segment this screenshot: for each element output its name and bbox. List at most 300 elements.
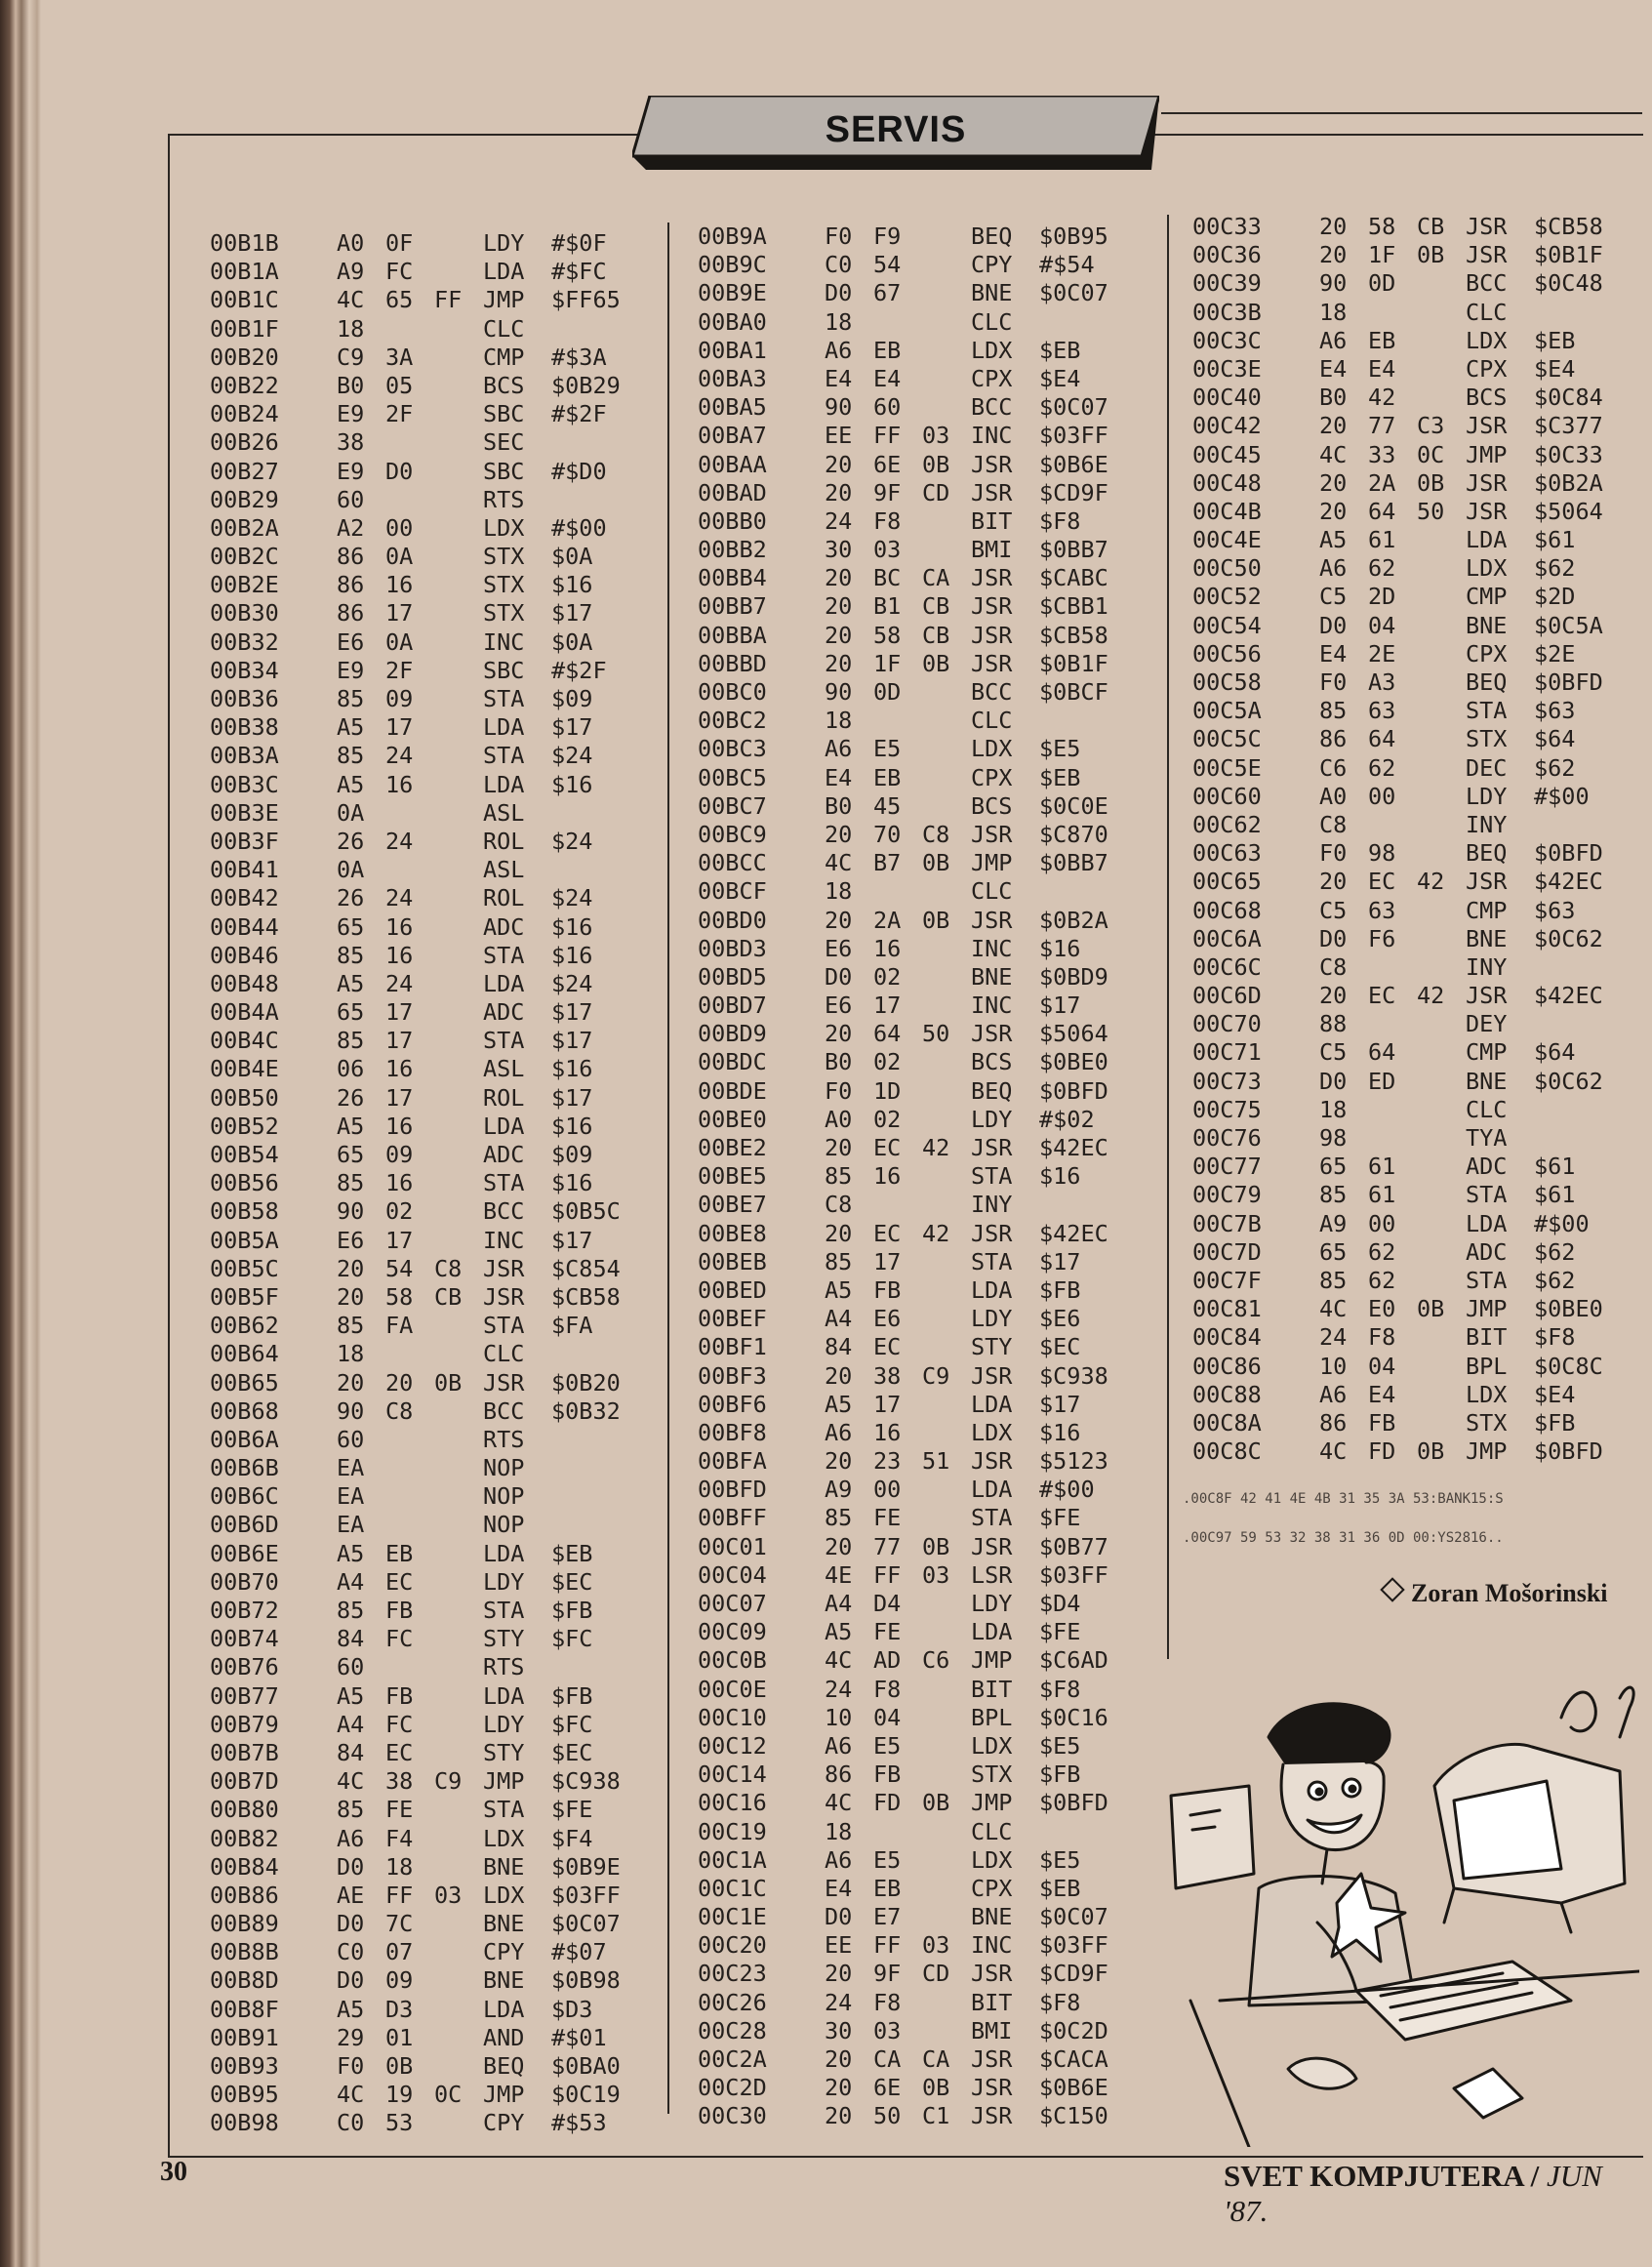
listing-address: 00BB2: [698, 536, 767, 564]
listing-row: [698, 1305, 1108, 1333]
listing-byte-1: F0: [825, 1076, 853, 1105]
listing-mnemonic: STA: [1466, 1266, 1508, 1294]
listing-byte-1: 90: [337, 1397, 365, 1425]
listing-mnemonic: LDY: [483, 229, 525, 257]
listing-byte-2: 54: [873, 251, 902, 279]
listing-row: [210, 685, 621, 713]
listing-operand: $62: [1534, 1266, 1576, 1294]
listing-byte-2: 16: [385, 912, 414, 941]
listing-byte-2: 58: [873, 621, 902, 649]
listing-row: [1192, 1267, 1603, 1295]
listing-address: 00C50: [1192, 554, 1262, 583]
listing-row: [1192, 1124, 1603, 1153]
listing-row: [210, 372, 621, 400]
listing-byte-2: 61: [1368, 526, 1396, 554]
listing-row: [698, 1476, 1108, 1504]
listing-row: [210, 942, 621, 970]
listing-mnemonic: RTS: [483, 1653, 525, 1681]
listing-row: [698, 935, 1108, 963]
listing-address: 00BEF: [698, 1305, 767, 1333]
listing-address: 00BFD: [698, 1476, 767, 1504]
listing-address: 00BEB: [698, 1247, 767, 1275]
listing-byte-1: C8: [1319, 952, 1348, 981]
listing-byte-2: FD: [873, 1789, 902, 1817]
listing-operand: $EB: [1039, 763, 1081, 791]
listing-address: 00B86: [210, 1881, 279, 1909]
listing-address: 00B8F: [210, 1995, 279, 2023]
listing-byte-2: 04: [1368, 1352, 1396, 1380]
listing-byte-1: A5: [1319, 526, 1348, 554]
listing-byte-2: 16: [873, 934, 902, 962]
listing-operand: $17: [1039, 1247, 1081, 1275]
listing-mnemonic: LDX: [971, 1731, 1013, 1760]
listing-row: [698, 1362, 1108, 1391]
listing-row: [1192, 668, 1603, 697]
listing-address: 00B80: [210, 1796, 279, 1824]
listing-mnemonic: JSR: [971, 2045, 1013, 2073]
listing-operand: $16: [551, 770, 593, 798]
listing-row: [210, 998, 621, 1027]
listing-address: 00C62: [1192, 810, 1262, 838]
listing-mnemonic: CPX: [971, 1874, 1013, 1902]
listing-address: 00BE0: [698, 1105, 767, 1133]
listing-address: 00B2A: [210, 513, 279, 542]
listing-row: [1192, 697, 1603, 725]
listing-byte-2: 00: [1368, 782, 1396, 810]
listing-address: 00BE7: [698, 1191, 767, 1219]
column-divider-2: [1167, 215, 1169, 1659]
listing-byte-2: F9: [873, 223, 902, 250]
listing-byte-2: EC: [873, 1333, 902, 1361]
listing-mnemonic: STA: [971, 1247, 1013, 1275]
listing-mnemonic: LDY: [971, 1305, 1013, 1333]
listing-byte-1: 60: [337, 1653, 365, 1681]
listing-byte-1: 85: [1319, 697, 1348, 725]
listing-byte-1: 20: [825, 1532, 853, 1560]
listing-byte-1: F0: [1319, 668, 1348, 696]
listing-address: 00B74: [210, 1625, 279, 1653]
listing-mnemonic: JMP: [483, 2081, 525, 2109]
listing-mnemonic: ADC: [1466, 1237, 1508, 1266]
listing-mnemonic: CMP: [483, 343, 525, 371]
listing-mnemonic: INC: [971, 422, 1013, 450]
listing-mnemonic: LDX: [971, 1418, 1013, 1446]
listing-mnemonic: LSR: [971, 1560, 1013, 1589]
listing-byte-2: 17: [873, 1247, 902, 1275]
listing-byte-3: CD: [922, 1960, 950, 1988]
listing-operand: $FB: [1039, 1275, 1081, 1304]
listing-byte-1: A5: [337, 1539, 365, 1567]
listing-address: 00C30: [698, 2102, 767, 2130]
listing-byte-2: A3: [1368, 668, 1396, 696]
listing-byte-1: 30: [825, 536, 853, 564]
listing-byte-1: A6: [337, 1824, 365, 1852]
listing-byte-2: EB: [873, 1874, 902, 1902]
listing-address: 00B8B: [210, 1938, 279, 1966]
listing-byte-1: A9: [825, 1476, 853, 1504]
listing-byte-1: F0: [825, 223, 853, 250]
listing-byte-1: A5: [337, 969, 365, 997]
listing-row: [698, 536, 1108, 564]
listing-operand: $0C16: [1039, 1703, 1108, 1731]
listing-byte-1: 85: [337, 685, 365, 712]
listing-operand: $F8: [1039, 506, 1081, 535]
listing-address: 00C39: [1192, 269, 1262, 298]
listing-row: [698, 1618, 1108, 1646]
listing-byte-1: 86: [337, 543, 365, 571]
listing-byte-2: 04: [1368, 611, 1396, 639]
listing-byte-1: C0: [825, 251, 853, 279]
listing-mnemonic: LDY: [971, 1105, 1013, 1133]
listing-byte-1: 30: [825, 2016, 853, 2044]
listing-operand: $09: [551, 1141, 593, 1168]
listing-row: [698, 1220, 1108, 1248]
listing-byte-2: EB: [873, 336, 902, 364]
listing-address: 00C52: [1192, 583, 1262, 611]
listing-mnemonic: LDX: [1466, 554, 1508, 583]
listing-address: 00B44: [210, 912, 279, 941]
listing-byte-1: 65: [1319, 1237, 1348, 1266]
listing-byte-2: E6: [873, 1305, 902, 1333]
listing-address: 00BC0: [698, 678, 767, 706]
listing-mnemonic: LDA: [1466, 526, 1508, 554]
listing-byte-2: 70: [873, 820, 902, 848]
listing-row: [210, 799, 621, 828]
listing-operand: #$FC: [551, 258, 607, 286]
listing-mnemonic: RTS: [483, 1425, 525, 1453]
listing-byte-1: E9: [337, 400, 365, 428]
listing-byte-3: 0B: [1417, 468, 1445, 497]
listing-mnemonic: CMP: [1466, 583, 1508, 611]
listing-mnemonic: LDY: [483, 1567, 525, 1596]
listing-address: 00B6E: [210, 1539, 279, 1567]
listing-mnemonic: CPY: [971, 251, 1013, 279]
listing-byte-1: 0A: [337, 856, 365, 884]
listing-byte-1: 20: [1319, 213, 1348, 240]
listing-address: 00C86: [1192, 1352, 1262, 1380]
listing-byte-1: A0: [337, 229, 365, 257]
listing-byte-2: 02: [385, 1197, 414, 1226]
listing-mnemonic: STA: [971, 1162, 1013, 1191]
listing-mnemonic: CPX: [971, 364, 1013, 392]
listing-row: [210, 1938, 621, 1966]
listing-byte-2: 7C: [385, 1910, 414, 1938]
listing-byte-1: E4: [1319, 639, 1348, 668]
listing-address: 00C6D: [1192, 982, 1262, 1010]
listing-row: [210, 1454, 621, 1482]
listing-operand: $16: [1039, 1162, 1081, 1191]
listing-byte-3: 42: [922, 1134, 950, 1161]
listing-operand: $09: [551, 685, 593, 712]
listing-byte-1: 90: [1319, 269, 1348, 298]
listing-row: [698, 1191, 1108, 1219]
listing-row: [210, 458, 621, 486]
listing-byte-2: AD: [873, 1646, 902, 1675]
listing-mnemonic: BCC: [483, 1397, 525, 1425]
listing-byte-2: F8: [873, 1675, 902, 1703]
listing-operand: $C870: [1039, 820, 1108, 848]
listing-byte-2: E0: [1368, 1295, 1396, 1323]
listing-byte-1: 86: [1319, 725, 1348, 753]
listing-byte-2: EC: [873, 1219, 902, 1247]
listing-mnemonic: CPY: [483, 2109, 525, 2137]
listing-row: [1192, 554, 1603, 583]
listing-operand: $0B6E: [1039, 450, 1108, 478]
listing-mnemonic: STX: [483, 543, 525, 571]
listing-mnemonic: JSR: [971, 478, 1013, 506]
listing-byte-2: F8: [873, 1988, 902, 2016]
listing-operand: $17: [551, 1226, 593, 1254]
listing-row: [698, 1761, 1108, 1789]
listing-address: 00C09: [698, 1618, 767, 1646]
listing-address: 00C10: [698, 1703, 767, 1731]
listing-operand: $E5: [1039, 735, 1081, 763]
listing-operand: $E5: [1039, 1845, 1081, 1874]
listing-address: 00C14: [698, 1761, 767, 1789]
listing-operand: $17: [551, 1027, 593, 1055]
listing-byte-1: 26: [337, 1083, 365, 1112]
listing-row: [210, 1255, 621, 1283]
listing-row: [698, 393, 1108, 422]
listing-row: [698, 1333, 1108, 1361]
listing-byte-2: 23: [873, 1447, 902, 1476]
listing-row: [1192, 897, 1603, 925]
listing-byte-1: 18: [337, 1340, 365, 1368]
listing-row: [698, 507, 1108, 536]
listing-address: 00B76: [210, 1653, 279, 1681]
listing-operand: #$00: [1534, 782, 1590, 810]
listing-operand: $C377: [1534, 412, 1603, 440]
listing-address: 00B6D: [210, 1511, 279, 1539]
listing-operand: $03FF: [551, 1881, 621, 1909]
listing-byte-1: 20: [825, 2045, 853, 2073]
listing-operand: $FE: [551, 1796, 593, 1824]
listing-address: 00C73: [1192, 1067, 1262, 1095]
listing-operand: $0BFD: [1039, 1076, 1108, 1105]
listing-row: [1192, 1238, 1603, 1267]
listing-mnemonic: JSR: [971, 820, 1013, 848]
listing-operand: $0C07: [1039, 279, 1108, 307]
listing-mnemonic: INY: [1466, 952, 1508, 981]
listing-operand: #$54: [1039, 251, 1095, 279]
listing-operand: $0C48: [1534, 269, 1603, 298]
listing-address: 00BA7: [698, 422, 767, 450]
listing-operand: $0B5C: [551, 1197, 621, 1226]
listing-mnemonic: ADC: [483, 998, 525, 1027]
listing-operand: $0C5A: [1534, 611, 1603, 639]
listing-row: [210, 486, 621, 514]
listing-byte-3: 0B: [1417, 241, 1445, 269]
listing-address: 00BBA: [698, 621, 767, 649]
listing-operand: $0BFD: [1534, 668, 1603, 696]
listing-row: [698, 963, 1108, 992]
listing-row: [698, 1419, 1108, 1447]
listing-address: 00B3A: [210, 742, 279, 770]
listing-address: 00BD0: [698, 906, 767, 934]
listing-byte-1: 24: [825, 506, 853, 535]
listing-byte-2: FB: [873, 1761, 902, 1789]
listing-byte-2: FA: [385, 1312, 414, 1340]
listing-byte-1: B0: [825, 1048, 853, 1076]
listing-row: [698, 1960, 1108, 1988]
listing-address: 00C16: [698, 1789, 767, 1817]
listing-byte-1: E9: [337, 656, 365, 684]
listing-operand: $0C07: [551, 1910, 621, 1938]
listing-byte-1: 4C: [1319, 440, 1348, 468]
listing-operand: $62: [1534, 554, 1576, 583]
listing-byte-1: A5: [337, 713, 365, 742]
listing-operand: $F8: [1039, 1988, 1081, 2016]
listing-operand: $0C84: [1534, 384, 1603, 412]
listing-byte-1: 65: [337, 998, 365, 1027]
listing-byte-2: F4: [385, 1824, 414, 1852]
listing-mnemonic: CMP: [1466, 1038, 1508, 1067]
listing-operand: $61: [1534, 526, 1576, 554]
listing-byte-2: D3: [385, 1995, 414, 2023]
listing-row: [1192, 754, 1603, 783]
listing-byte-2: 09: [385, 1966, 414, 1995]
listing-operand: $5064: [1039, 1020, 1108, 1048]
listing-byte-3: C8: [922, 820, 950, 848]
listing-row: [210, 884, 621, 912]
listing-column-2: [698, 223, 1108, 2131]
listing-row: [210, 1597, 621, 1625]
listing-byte-2: 16: [385, 770, 414, 798]
listing-byte-2: E7: [873, 1903, 902, 1931]
listing-byte-2: 09: [385, 685, 414, 712]
listing-address: 00B6A: [210, 1425, 279, 1453]
listing-operand: $FF65: [551, 286, 621, 314]
listing-address: 00B3F: [210, 827, 279, 855]
listing-operand: $0B1F: [1534, 241, 1603, 269]
listing-byte-2: 63: [1368, 697, 1396, 725]
listing-byte-1: 85: [337, 1597, 365, 1624]
listing-mnemonic: JSR: [971, 1532, 1013, 1560]
listing-byte-2: 16: [385, 941, 414, 969]
listing-byte-2: FE: [873, 1618, 902, 1646]
listing-row: [698, 1989, 1108, 2017]
listing-address: 00C5A: [1192, 697, 1262, 725]
listing-mnemonic: BCC: [1466, 269, 1508, 298]
listing-byte-1: 20: [825, 1447, 853, 1476]
listing-mnemonic: STY: [971, 1333, 1013, 1361]
listing-operand: #$2F: [551, 656, 607, 684]
listing-address: 00C70: [1192, 1010, 1262, 1038]
listing-byte-1: 10: [825, 1703, 853, 1731]
listing-byte-1: C5: [1319, 896, 1348, 924]
listing-row: [210, 1084, 621, 1113]
listing-byte-1: 20: [337, 1254, 365, 1282]
listing-operand: $0BE0: [1534, 1295, 1603, 1323]
listing-row: [698, 622, 1108, 650]
listing-address: 00B20: [210, 343, 279, 371]
listing-operand: $24: [551, 827, 593, 855]
listing-byte-1: 20: [1319, 982, 1348, 1010]
listing-byte-1: A9: [337, 258, 365, 286]
listing-byte-3: C8: [434, 1254, 463, 1282]
author-name: Zoran Mošorinski: [1411, 1579, 1608, 1607]
listing-row: [210, 913, 621, 942]
listing-byte-1: 26: [337, 827, 365, 855]
listing-row: [698, 1504, 1108, 1532]
listing-mnemonic: ADC: [1466, 1153, 1508, 1181]
listing-row: [210, 2081, 621, 2109]
listing-byte-2: E5: [873, 735, 902, 763]
listing-byte-1: D0: [337, 1910, 365, 1938]
listing-mnemonic: CLC: [971, 707, 1013, 735]
listing-operand: $FA: [551, 1312, 593, 1340]
listing-row: [210, 1540, 621, 1568]
listing-mnemonic: LDA: [971, 1275, 1013, 1304]
listing-byte-2: 2E: [1368, 639, 1396, 668]
listing-mnemonic: NOP: [483, 1482, 525, 1511]
listing-byte-2: 20: [385, 1368, 414, 1397]
listing-operand: $F8: [1534, 1323, 1576, 1352]
listing-operand: $0BB7: [1039, 536, 1108, 564]
listing-mnemonic: BCS: [1466, 384, 1508, 412]
listing-row: [1192, 1096, 1603, 1124]
listing-operand: $42EC: [1534, 868, 1603, 896]
listing-byte-2: 6E: [873, 450, 902, 478]
listing-address: 00B8D: [210, 1966, 279, 1995]
listing-row: [1192, 783, 1603, 811]
listing-address: 00C40: [1192, 384, 1262, 412]
listing-row: [1192, 1068, 1603, 1096]
listing-byte-2: E5: [873, 1731, 902, 1760]
listing-mnemonic: DEC: [1466, 753, 1508, 782]
listing-operand: $24: [551, 884, 593, 912]
listing-byte-2: FC: [385, 258, 414, 286]
listing-byte-2: E4: [873, 364, 902, 392]
listing-operand: $0BD9: [1039, 962, 1108, 991]
listing-mnemonic: BEQ: [483, 2052, 525, 2080]
listing-byte-1: A6: [1319, 1380, 1348, 1408]
listing-byte-1: A9: [1319, 1209, 1348, 1237]
listing-mnemonic: BNE: [483, 1910, 525, 1938]
listing-byte-1: 20: [825, 906, 853, 934]
listing-mnemonic: STA: [483, 685, 525, 712]
listing-row: [210, 258, 621, 286]
listing-row: [698, 564, 1108, 592]
listing-byte-2: B7: [873, 849, 902, 877]
listing-operand: $0BFD: [1039, 1789, 1108, 1817]
listing-mnemonic: STX: [483, 599, 525, 627]
listing-address: 00B84: [210, 1852, 279, 1881]
listing-address: 00C77: [1192, 1153, 1262, 1181]
listing-byte-1: A4: [825, 1590, 853, 1617]
listing-byte-2: 61: [1368, 1181, 1396, 1209]
listing-byte-1: A4: [825, 1305, 853, 1333]
listing-byte-1: A6: [1319, 554, 1348, 583]
listing-byte-2: 0D: [1368, 269, 1396, 298]
listing-row: [698, 1276, 1108, 1305]
listing-address: 00C7B: [1192, 1209, 1262, 1237]
listing-address: 00B50: [210, 1083, 279, 1112]
listing-byte-3: 51: [922, 1447, 950, 1476]
listing-byte-1: 20: [825, 450, 853, 478]
listing-byte-2: 18: [385, 1852, 414, 1881]
listing-operand: $42EC: [1534, 982, 1603, 1010]
listing-address: 00C54: [1192, 611, 1262, 639]
listing-mnemonic: BIT: [971, 1988, 1013, 2016]
listing-mnemonic: JSR: [971, 621, 1013, 649]
listing-mnemonic: JSR: [971, 2074, 1013, 2102]
listing-address: 00B26: [210, 428, 279, 457]
listing-row: [698, 422, 1108, 450]
listing-operand: $EB: [1039, 336, 1081, 364]
listing-address: 00B58: [210, 1197, 279, 1226]
listing-byte-1: 85: [825, 1247, 853, 1275]
